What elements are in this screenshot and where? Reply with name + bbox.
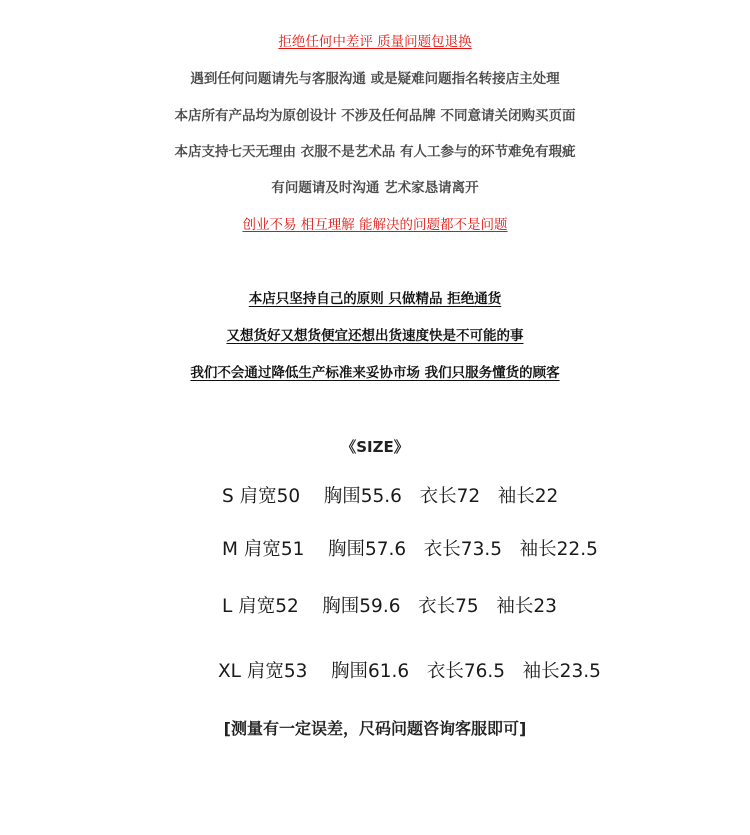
sleeve-value: 袖长23: [496, 596, 557, 617]
length-value: 衣长76.5: [426, 661, 506, 682]
length-value: 衣长73.5: [423, 539, 502, 560]
measurement-note: [测量有一定误差，尺码问题咨询客服即可]: [223, 719, 527, 738]
size-row-l: [222, 598, 557, 617]
size-label: XL: [218, 661, 241, 682]
size-label: M: [222, 539, 238, 560]
sleeve-value: 袖长23.5: [522, 661, 601, 682]
size-row-s: [222, 488, 558, 507]
notice-line-2: 本店所有产品均为原创设计 不涉及任何品牌 不同意请关闭购买页面: [174, 108, 576, 124]
notice-line-4: 有问题请及时沟通 艺术家恳请离开: [271, 180, 479, 196]
size-row-xl: [218, 663, 601, 682]
size-label: S: [222, 486, 234, 507]
chest-value: 胸围59.6: [322, 596, 401, 617]
sleeve-value: 袖长22: [497, 486, 559, 507]
shoulder-value: 肩宽53: [246, 661, 308, 682]
sleeve-value: 袖长22.5: [519, 539, 598, 560]
chest-value: 胸围57.6: [327, 539, 407, 560]
chest-value: 胸围61.6: [330, 661, 410, 682]
size-row-m: [222, 541, 598, 560]
chest-value: 胸围55.6: [323, 486, 402, 507]
shoulder-value: 肩宽52: [238, 596, 299, 617]
size-title: 《SIZE》: [341, 438, 409, 456]
notice-red-top: 拒绝任何中差评 质量问题包退换: [278, 34, 472, 50]
principle-line-1: 本店只坚持自己的原则 只做精品 拒绝通货: [248, 291, 502, 307]
notice-line-3: 本店支持七天无理由 衣服不是艺术品 有人工参与的环节难免有瑕疵: [174, 144, 576, 160]
notice-line-1: 遇到任何问题请先与客服沟通 或是疑难问题指名转接店主处理: [190, 71, 560, 87]
length-value: 衣长75: [418, 596, 479, 617]
shoulder-value: 肩宽50: [239, 486, 301, 507]
principle-line-3: 我们不会通过降低生产标准来妥协市场 我们只服务懂货的顾客: [190, 365, 560, 381]
size-label: L: [222, 596, 233, 617]
principle-line-2: 又想货好又想货便宜还想出货速度快是不可能的事: [226, 328, 524, 344]
notice-red-bottom: 创业不易 相互理解 能解决的问题都不是问题: [242, 217, 508, 233]
shoulder-value: 肩宽51: [243, 539, 305, 560]
length-value: 衣长72: [419, 486, 481, 507]
